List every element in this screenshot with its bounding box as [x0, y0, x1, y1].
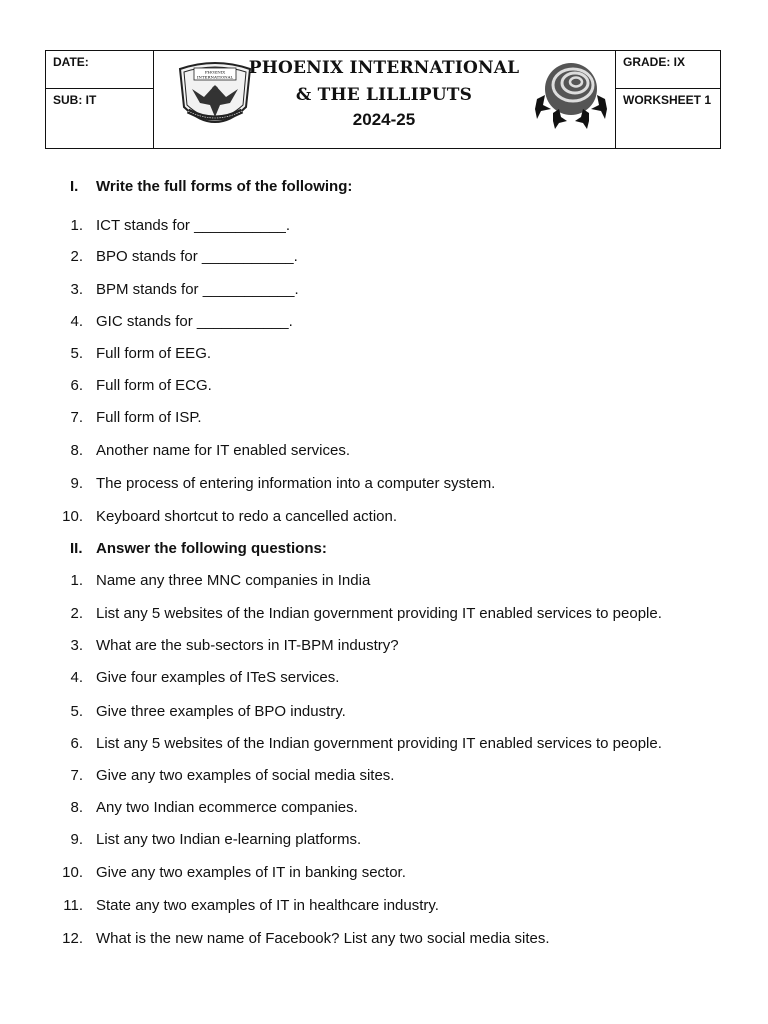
section-numeral: II.	[70, 540, 83, 557]
question-item: 9. List any two Indian e-learning platforms.	[70, 831, 362, 848]
question-item: 9. The process of entering information into a computer system.	[70, 475, 496, 492]
question-item: 6. Full form of ECG.	[70, 377, 212, 394]
divider	[615, 51, 616, 148]
worksheet-label: WORKSHEET 1	[623, 93, 712, 107]
subject-label: SUB: IT	[53, 93, 97, 107]
section-title: Write the full forms of the following:	[96, 178, 353, 195]
svg-text:INTERNATIONAL: INTERNATIONAL	[196, 74, 234, 80]
school-name-line1: PHOENIX INTERNATIONAL	[248, 58, 520, 78]
question-item: 1. Name any three MNC companies in India	[70, 572, 371, 589]
question-item: 8. Any two Indian ecommerce companies.	[70, 799, 358, 816]
question-item: 12. What is the new name of Facebook? List any two social media sites.	[62, 930, 550, 947]
school-name-line2: & THE LILLIPUTS	[295, 85, 473, 105]
question-item: 2. BPO stands for ___________.	[70, 248, 298, 265]
lilliputs-logo	[531, 57, 611, 131]
divider	[46, 88, 153, 89]
question-item: 3. What are the sub-sectors in IT-BPM industry?	[70, 637, 399, 654]
question-item: 8. Another name for IT enabled services.	[70, 442, 351, 459]
question-item: 10. Keyboard shortcut to redo a cancelled action.	[62, 508, 398, 525]
question-item: 11. State any two examples of IT in healthcare industry.	[63, 897, 439, 914]
section-numeral: I.	[70, 178, 79, 195]
question-item: 3. BPM stands for ___________.	[70, 281, 299, 298]
question-item: 4. GIC stands for ___________.	[70, 313, 293, 330]
academic-year: 2024-25	[352, 110, 416, 129]
question-item: 5. Full form of EEG.	[70, 345, 212, 362]
question-item: 7. Full form of ISP.	[70, 409, 202, 426]
question-item: 2. List any 5 websites of the Indian government providing IT enabled services to people.	[70, 605, 662, 622]
grade-label: GRADE: IX	[623, 55, 686, 69]
section-title: Answer the following questions:	[96, 540, 327, 557]
question-item: 6. List any 5 websites of the Indian government providing IT enabled services to people.	[70, 735, 662, 752]
question-item: 5. Give three examples of BPO industry.	[70, 703, 346, 720]
question-item: 7. Give any two examples of social media sites.	[70, 767, 395, 784]
date-label: DATE:	[53, 55, 89, 69]
worksheet-header	[45, 50, 721, 149]
question-item: 4. Give four examples of ITeS services.	[70, 669, 340, 686]
question-item: 10. Give any two examples of IT in banking sector.	[62, 864, 406, 881]
question-item: 1. ICT stands for ___________.	[70, 217, 291, 234]
logo-text: PHOENIX	[204, 69, 226, 75]
divider	[615, 88, 721, 89]
